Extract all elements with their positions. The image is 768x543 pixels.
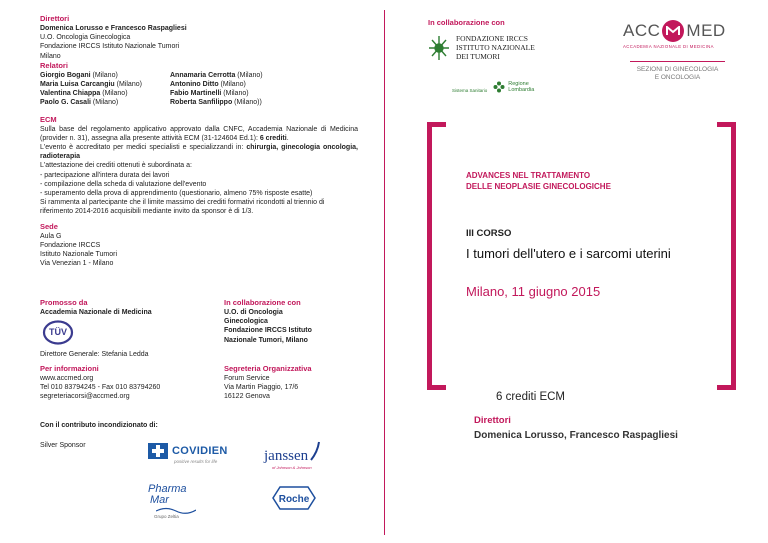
ecm-paragraph-1: Sulla base del regolamento applicativo approvato dalla CNFC, Accademia Nazionale di Medicina (provider n. 31), assegna alla presente attività ECM (31-124604 Ed.1): 6 crediti. — [40, 125, 358, 142]
collab-right-title: In collaborazione con — [428, 18, 505, 27]
roche-logo — [272, 486, 316, 510]
relatore: Maria Luisa Carcangiu (Milano) — [40, 81, 142, 89]
info-website[interactable]: www.accmed.org — [40, 375, 94, 382]
info-title: Per informazioni — [40, 364, 99, 373]
sezioni-line: SEZIONI DI GINECOLOGIA — [636, 66, 719, 73]
main-title: I tumori dell'utero e i sarcomi uterini — [466, 246, 671, 261]
direttori-inst: Fondazione IRCCS Istituto Nazionale Tumori — [40, 43, 180, 51]
relatori-col2 — [170, 71, 263, 108]
relatori-col1 — [40, 71, 170, 108]
ecm-section — [40, 115, 358, 217]
relatori-title: Relatori — [40, 60, 68, 70]
sezioni-label — [630, 66, 725, 82]
fondazione-logo — [428, 34, 558, 61]
accmed-m-icon — [662, 20, 684, 42]
direttori-names: Domenica Lorusso e Francesco Raspagliesi — [40, 25, 187, 32]
relatore: Roberta Sanfilippo (Milano)) — [170, 99, 262, 107]
direttori-unit: U.O. Oncologia Ginecologica — [40, 34, 131, 42]
info-phone: Tel 010 83794245 - Fax 010 83794260 — [40, 384, 161, 392]
collab-left-title: In collaborazione con — [224, 298, 301, 307]
collab-left-section — [224, 298, 374, 345]
accmed-right: MED — [686, 21, 726, 40]
relatore: Valentina Chiappa (Milano) — [40, 90, 128, 98]
accmed-left: ACC — [623, 21, 661, 40]
relatore: Fabio Martinelli (Milano) — [170, 90, 249, 98]
sistema-sanitario-label: Sistema Sanitario — [452, 88, 488, 93]
janssen-logo — [264, 441, 336, 477]
advances-line: ADVANCES NEL TRATTAMENTO — [466, 171, 591, 180]
direttori-right-names: Domenica Lorusso, Francesco Raspagliesi — [474, 430, 678, 441]
right-bracket — [717, 122, 736, 390]
crediti-label: 6 crediti ECM — [496, 391, 566, 403]
sede-line: Istituto Nazionale Tumori — [40, 251, 118, 259]
sede-line: Aula G — [40, 232, 62, 240]
info-email[interactable]: segreteriacorsi@accmed.org — [40, 393, 130, 401]
direttori-title: Direttori — [40, 14, 70, 23]
ecm-line: Si rammenta al partecipante che il limite massimo dei crediti formativi ricondotti al triennio di riferimento 2014-2016 acquisibili mediante invito da sponsor è di 1/3. — [40, 199, 325, 216]
pharmamar-logo — [148, 484, 208, 534]
fold-divider — [384, 10, 385, 535]
regione-lombardia-logo — [452, 80, 534, 93]
covidien-logo — [148, 443, 248, 471]
relatore: Paolo G. Casali (Milano) — [40, 99, 119, 107]
collab-line: Nazionale Tumori, Milano — [224, 336, 308, 344]
segreteria-title: Segreteria Organizzativa — [224, 364, 312, 373]
sede-title: Sede — [40, 221, 58, 231]
collab-line: Fondazione IRCCS Istituto — [224, 327, 312, 335]
relatore: Annamaria Cerrotta (Milano) — [170, 71, 263, 79]
sede-section — [40, 222, 360, 269]
info-section — [40, 364, 220, 402]
covidien-cross-icon — [148, 443, 168, 459]
direttore-generale: Direttore Generale: Stefania Ledda — [40, 351, 149, 359]
relatore: Antonino Ditto (Milano) — [170, 81, 246, 89]
pharmamar-name-2: Mar — [150, 494, 169, 506]
direttori-right-title: Direttori — [474, 415, 511, 426]
covidien-name: COVIDIEN — [172, 445, 228, 457]
contributo-label: Con il contributo incondizionato di: — [40, 422, 158, 429]
roche-name: Roche — [278, 494, 310, 505]
relatori-section — [40, 61, 360, 108]
fondazione-line: ISTITUTO NAZIONALE — [456, 43, 535, 52]
ecm-line: L'attestazione dei crediti ottenuti è subordinata a: — [40, 162, 192, 170]
fondazione-line: DEI TUMORI — [456, 52, 500, 61]
relatore: Giorgio Bogani (Milano) — [40, 71, 118, 79]
fondazione-cross-icon — [428, 35, 450, 61]
accmed-divider — [630, 61, 725, 62]
tuv-logo-text: TÜV — [49, 327, 67, 338]
covidien-tagline: positive results for life — [174, 459, 218, 464]
janssen-swoosh-icon — [309, 441, 321, 461]
sede-line: Fondazione IRCCS — [40, 241, 101, 249]
pharmamar-wave-icon — [156, 506, 196, 514]
collab-line: Ginecologica — [224, 318, 268, 326]
ecm-line: - compilazione della scheda di valutazione dell'evento — [40, 180, 207, 188]
janssen-tagline: of Johnson & Johnson — [272, 465, 312, 470]
janssen-name: janssen — [264, 448, 309, 464]
pharmamar-name-1: Pharma — [148, 483, 187, 495]
left-bracket — [427, 122, 446, 390]
direttori-city: Milano — [40, 52, 61, 60]
direttori-section — [40, 14, 360, 61]
collab-line: U.O. di Oncologia — [224, 309, 283, 316]
promosso-org: Accademia Nazionale di Medicina — [40, 309, 152, 316]
silver-sponsor-label: Silver Sponsor — [40, 442, 86, 449]
left-panel — [40, 14, 360, 268]
advances-line: DELLE NEOPLASIE GINECOLOGICHE — [466, 182, 611, 191]
ecm-line: - partecipazione all'intera durata dei lavori — [40, 171, 170, 179]
event-date: Milano, 11 giugno 2015 — [466, 284, 601, 299]
segreteria-line: Forum Service — [224, 375, 270, 382]
advances-title — [466, 170, 611, 192]
corso-label: III CORSO — [466, 228, 512, 239]
fondazione-line: FONDAZIONE IRCCS — [456, 34, 528, 43]
regione-rose-icon — [493, 81, 505, 93]
segreteria-section — [224, 364, 374, 402]
promosso-title: Promosso da — [40, 298, 88, 307]
zeltia-label: Grupo Zeltia — [154, 514, 179, 519]
tuv-logo — [42, 320, 74, 345]
regione-line: Lombardia — [508, 86, 535, 93]
accmed-logo — [623, 20, 728, 49]
ecm-title: ECM — [40, 114, 57, 124]
ecm-paragraph-2: L'evento è accreditato per medici specialisti e specializzandi in: chirurgia, ginecologia oncologia, radioterapia — [40, 144, 358, 161]
sezioni-line: E ONCOLOGIA — [654, 74, 701, 81]
sede-line: Via Venezian 1 - Milano — [40, 260, 114, 268]
promosso-section — [40, 298, 215, 359]
accmed-subtitle: ACCADEMIA NAZIONALE DI MEDICINA — [623, 44, 714, 49]
regione-line: Regione — [508, 80, 529, 87]
segreteria-line: 16122 Genova — [224, 393, 270, 401]
segreteria-line: Via Martin Piaggio, 17/6 — [224, 384, 299, 392]
ecm-line: - superamento della prova di apprendimento (questionario, almeno 75% risposte esatte) — [40, 190, 313, 198]
